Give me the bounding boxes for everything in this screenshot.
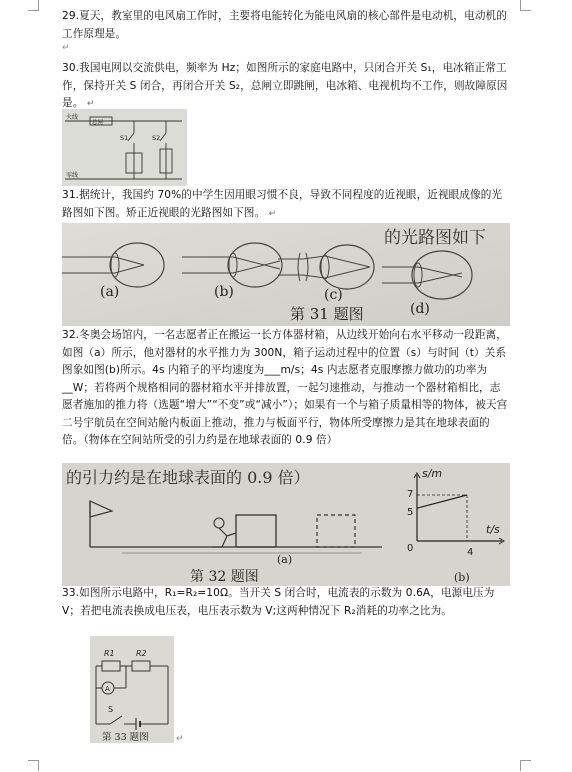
x-axis-label: t/s [486, 523, 500, 536]
question-32-text: 32.冬奥会场馆内，一名志愿者正在搬运一长方体器材箱，从边线开始向右水平移动一段距离，如图（a）所示，他对器材的水平推力为 300N，箱子运动过程中的位置（s）与时间（t）关系图象如图(b)所示。4s 内箱子的平均速度为___m/s；4s 内志愿者克服摩擦力做功的功率为__W；若将两个规格相同的器材箱水平并排放置，一起匀速推动，与推动一个器材箱相比，志愿者施加的推力将（选题“增大”“不变”或“减小”）；如果有一个与箱子质量相等的物体，被天宫二号宇航员在空间站舱内板面上推动，推力与板面平行，物体所受摩擦力是其在地球表面的倍。（物体在空间站所受的引力约是在地球表面的 0.9 倍） [62, 329, 508, 446]
figure-33-diagram [90, 636, 174, 743]
figure-32-caption: 第 32 题图 [190, 569, 259, 585]
question-32 [62, 327, 510, 450]
y-axis-label: s/m [422, 467, 443, 480]
r2-label: R2 [136, 649, 147, 658]
subfigure-a-label: (a) [277, 553, 293, 566]
background-text: 的光路图如下 [384, 228, 486, 248]
figure-33-caption: 第 33 题图 [102, 732, 149, 743]
figure-33-circuit [90, 636, 174, 743]
return-mark: ↵ [86, 99, 95, 109]
x-tick-4: 4 [467, 547, 474, 558]
switch-label: S [108, 705, 114, 714]
figure-30-diagram [62, 109, 187, 186]
question-29 [62, 8, 510, 43]
ammeter-label: A [105, 685, 110, 693]
s2-label: S2 [152, 134, 161, 142]
return-mark: ↵ [62, 43, 70, 53]
return-mark: ↵ [268, 208, 277, 219]
s1-label: S1 [120, 134, 129, 142]
crop-mark-bottom-right [520, 760, 531, 771]
y-tick-7: 7 [407, 489, 414, 500]
figure-31-caption: 第 31 题图 [290, 305, 364, 323]
crop-mark-top-left [28, 0, 39, 11]
y-tick-5: 5 [407, 507, 414, 518]
panel-label-d: (d) [410, 301, 430, 317]
question-33 [62, 585, 510, 620]
figure-32-volunteer-push [62, 463, 510, 586]
question-31 [62, 187, 510, 223]
figure-30-household-circuit [62, 109, 187, 186]
live-wire-label: 火线 [66, 114, 79, 121]
question-30 [62, 60, 510, 114]
r1-label: R1 [104, 649, 115, 658]
panel-label-c: (c) [324, 287, 343, 303]
panel-label-b: (b) [214, 284, 234, 300]
question-29-text: 29.夏天，教室里的电风扇工作时，主要将电能转化为能电风扇的核心部件是电动机，电动机的工作原理是。 [62, 10, 507, 40]
subfigure-b-label: (b) [454, 571, 470, 584]
breaker-label: 总闸 [92, 120, 104, 126]
figure-31-diagram [62, 223, 510, 326]
panel-label-a: (a) [100, 284, 120, 300]
crop-mark-top-right [520, 0, 531, 11]
figure-32-diagram [62, 463, 510, 586]
question-33-text: 33.如图所示电路中，R₁=R₂=10Ω。当开关 S 闭合时，电流表的示数为 0.6A，电源电压为 V；若把电流表换成电压表，电压表示数为 V;这两种情况下 R₂消耗的功率之比为。 [62, 587, 495, 617]
question-30-text: 30.我国电网以交流供电，频率为 Hz；如图所示的家庭电路中，只闭合开关 S₁，电冰箱正常工作，保持开关 S 闭合，再闭合开关 S₂，总闸立即跳闸，电冰箱、电视机均不工作，则故障原因是。 [62, 62, 508, 109]
neutral-wire-label: 零线 [66, 172, 79, 179]
crop-mark-bottom-left [28, 760, 39, 771]
origin-label: 0 [407, 543, 414, 554]
figure-31-eye-diagrams [62, 223, 510, 326]
question-31-text: 31.据统计，我国约 70%的中学生因用眼习惯不良，导致不同程度的近视眼，近视眼成像的光路图如下图。矫正近视眼的光路图如下图。 [62, 189, 503, 219]
return-mark: ↵ [176, 734, 184, 744]
background-text: 的引力约是在地球表面的 0.9 倍） [66, 468, 310, 487]
